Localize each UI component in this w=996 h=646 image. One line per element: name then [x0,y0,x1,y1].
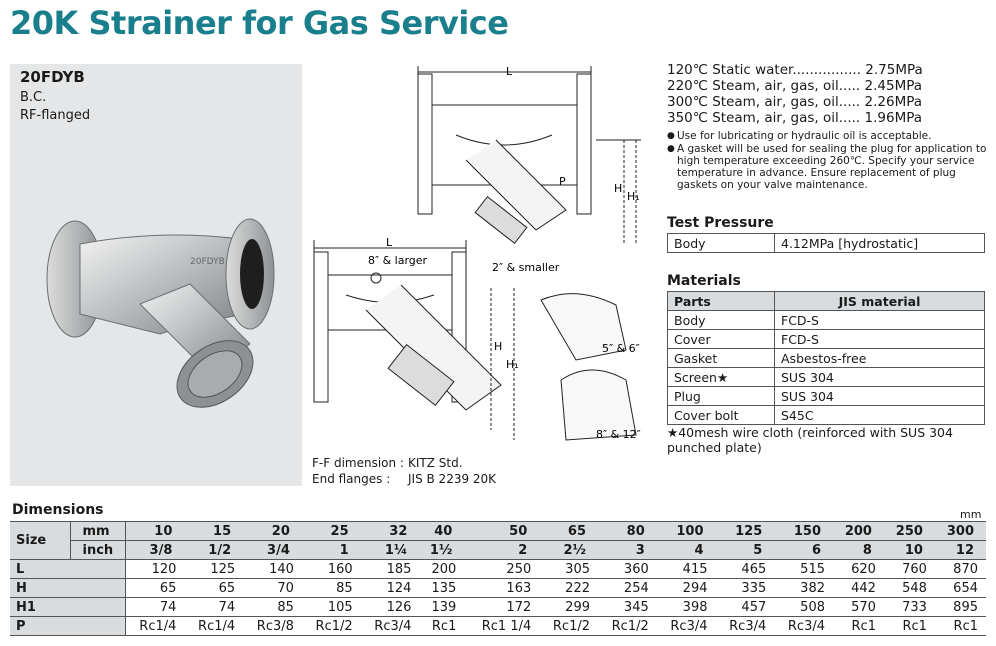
dimension-value: 200 [419,560,464,579]
test-pressure-value: 4.12MPa [hydrostatic] [775,234,985,253]
ff-dimension-block [312,455,496,487]
dimension-value: 125 [184,560,243,579]
dimension-value: 139 [419,598,464,617]
dimension-value: 250 [464,560,539,579]
materials-title: Materials [667,273,741,289]
dimension-value: 345 [598,598,657,617]
table-row [10,560,986,579]
dimension-value: 508 [774,598,833,617]
size-mm: 25 [302,522,361,541]
dimension-value: 85 [302,579,361,598]
dimension-value: 74 [184,598,243,617]
dimension-label: P [10,617,125,636]
size-inch: 1¼ [361,541,420,560]
label-H-bottom: H [494,340,503,353]
note-item: ● Use for lubricating or hydraulic oil is acceptable. [667,130,987,142]
size-mm: 80 [598,522,657,541]
materials-footnote: ★40mesh wire cloth (reinforced with SUS 304 punched plate) [667,425,953,455]
pressure-ratings [667,62,923,126]
rating-line: 350℃ Steam, air, gas, oil..... 1.96MPa [667,110,923,126]
size-inch: 12 [935,541,986,560]
dimension-value: 465 [716,560,775,579]
note-item: ● A gasket will be used for sealing the plug for application to high temperature exceeding 260℃. Specify your service temperature in advance. Ensure replacement of plug gaskets on your valve maintenance. [667,143,987,191]
mm-label: mm [70,522,125,541]
dimension-value: 126 [361,598,420,617]
dimension-value: 442 [833,579,884,598]
size-inch: 3/4 [243,541,302,560]
table-row [10,617,986,636]
end-flanges-value: JIS B 2239 20K [408,472,497,486]
material-value: SUS 304 [775,387,985,406]
table-row [668,311,985,330]
size-mm: 40 [419,522,464,541]
end-flanges-label: End flanges : [312,472,391,486]
table-row [668,406,985,425]
size-inch: 5 [716,541,775,560]
size-inch: 6 [774,541,833,560]
label-small: 2″ & smaller [492,261,560,274]
dimension-drawings [306,60,658,480]
dimension-value: 140 [243,560,302,579]
dimension-value: Rc1/2 [302,617,361,636]
table-row [10,598,986,617]
material-value: FCD-S [775,311,985,330]
size-mm: 300 [935,522,986,541]
dimension-value: Rc1 [884,617,935,636]
size-inch: 2 [464,541,539,560]
dimension-value: Rc3/4 [774,617,833,636]
size-inch: 3 [598,541,657,560]
size-inch: 10 [884,541,935,560]
dimension-value: 160 [302,560,361,579]
material-part: Screen★ [668,368,775,387]
rating-line: 120℃ Static water................ 2.75MPa [667,62,923,78]
rating-line: 300℃ Steam, air, gas, oil..... 2.26MPa [667,94,923,110]
label-H1-bottom: H₁ [506,358,519,371]
svg-text:20FDYB: 20FDYB [190,257,225,267]
material-part: Cover bolt [668,406,775,425]
dimension-value: 895 [935,598,986,617]
model-bonnet: B.C. [20,90,47,105]
dimension-label: H [10,579,125,598]
dimension-value: 172 [464,598,539,617]
product-panel [10,64,302,486]
size-label: Size [10,522,70,560]
size-inch: 2½ [539,541,598,560]
label-P-top: P [559,175,566,188]
table-row [668,368,985,387]
dimension-value: Rc1 1/4 [464,617,539,636]
size-mm: 65 [539,522,598,541]
dimension-value: Rc1 [419,617,464,636]
dimension-value: 548 [884,579,935,598]
dimension-value: 360 [598,560,657,579]
dimension-value: Rc3/4 [657,617,716,636]
dimension-value: 654 [935,579,986,598]
dimension-value: 222 [539,579,598,598]
dimension-value: Rc1/4 [125,617,184,636]
size-inch: 1 [302,541,361,560]
dimension-value: 335 [716,579,775,598]
table-row [668,330,985,349]
dimension-value: 299 [539,598,598,617]
size-inch: 1½ [419,541,464,560]
label-five-six: 5″ & 6″ [602,342,640,355]
dimension-value: 398 [657,598,716,617]
material-part: Gasket [668,349,775,368]
size-mm: 20 [243,522,302,541]
table-row [10,579,986,598]
test-pressure-label: Body [668,234,775,253]
dimension-value: 570 [833,598,884,617]
table-row [668,349,985,368]
ff-label: F-F dimension : [312,456,404,470]
label-eight-twelve: 8″ & 12″ [596,428,641,441]
dimension-value: Rc3/4 [361,617,420,636]
dimension-value: 120 [125,560,184,579]
rating-line: 220℃ Steam, air, gas, oil..... 2.45MPa [667,78,923,94]
materials-table [667,291,985,425]
label-H-top: H [614,182,623,195]
dimension-value: Rc1 [833,617,884,636]
ff-value: KITZ Std. [408,456,463,470]
dimension-value: 620 [833,560,884,579]
dimension-value: 760 [884,560,935,579]
inch-label: inch [70,541,125,560]
size-inch: 3/8 [125,541,184,560]
label-large: 8″ & larger [368,254,428,267]
size-mm: 125 [716,522,775,541]
size-inch: 4 [657,541,716,560]
material-part: Plug [668,387,775,406]
material-value: S45C [775,406,985,425]
dimension-label: L [10,560,125,579]
table-row [10,522,986,541]
dimension-value: 70 [243,579,302,598]
dimension-value: 457 [716,598,775,617]
notes [667,130,987,192]
dimension-value: 85 [243,598,302,617]
dimension-value: 415 [657,560,716,579]
dimensions-title: Dimensions [12,502,104,518]
strainer-photo [40,184,280,414]
materials-col-parts: Parts [668,292,775,311]
dimension-value: 135 [419,579,464,598]
dimension-value: 382 [774,579,833,598]
material-value: FCD-S [775,330,985,349]
dimension-value: Rc1 [935,617,986,636]
dimension-value: 185 [361,560,420,579]
table-row [668,387,985,406]
dimension-value: 733 [884,598,935,617]
dimension-value: Rc1/4 [184,617,243,636]
label-L-top: L [506,65,513,78]
size-mm: 250 [884,522,935,541]
size-mm: 32 [361,522,420,541]
material-part: Body [668,311,775,330]
model-connection: RF-flanged [20,108,91,123]
label-H1-top: H₁ [627,190,640,203]
size-mm: 50 [464,522,539,541]
dimension-value: 305 [539,560,598,579]
dimension-value: 515 [774,560,833,579]
test-pressure-table [667,233,985,253]
material-value: Asbestos-free [775,349,985,368]
dimension-value: Rc1/2 [598,617,657,636]
dimension-value: 870 [935,560,986,579]
size-mm: 200 [833,522,884,541]
page-title: 20K Strainer for Gas Service [10,4,509,42]
size-mm: 150 [774,522,833,541]
dimension-value: 163 [464,579,539,598]
size-mm: 10 [125,522,184,541]
materials-col-jis: JIS material [775,292,985,311]
size-inch: 8 [833,541,884,560]
dimension-label: H1 [10,598,125,617]
material-value: SUS 304 [775,368,985,387]
dimension-value: Rc1/2 [539,617,598,636]
dimension-value: 65 [125,579,184,598]
dimensions-unit: mm [960,508,982,521]
dimension-value: 65 [184,579,243,598]
material-part: Cover [668,330,775,349]
dimension-value: 74 [125,598,184,617]
size-mm: 100 [657,522,716,541]
dimension-value: 105 [302,598,361,617]
size-mm: 15 [184,522,243,541]
test-pressure-title: Test Pressure [667,215,774,231]
dimension-value: Rc3/8 [243,617,302,636]
dimension-value: Rc3/4 [716,617,775,636]
size-inch: 1/2 [184,541,243,560]
table-row [10,541,986,560]
dimension-value: 254 [598,579,657,598]
dimensions-table [10,521,986,636]
label-L-bottom: L [386,236,393,249]
dimension-value: 124 [361,579,420,598]
dimension-value: 294 [657,579,716,598]
model-name: 20FDYB [20,68,85,86]
